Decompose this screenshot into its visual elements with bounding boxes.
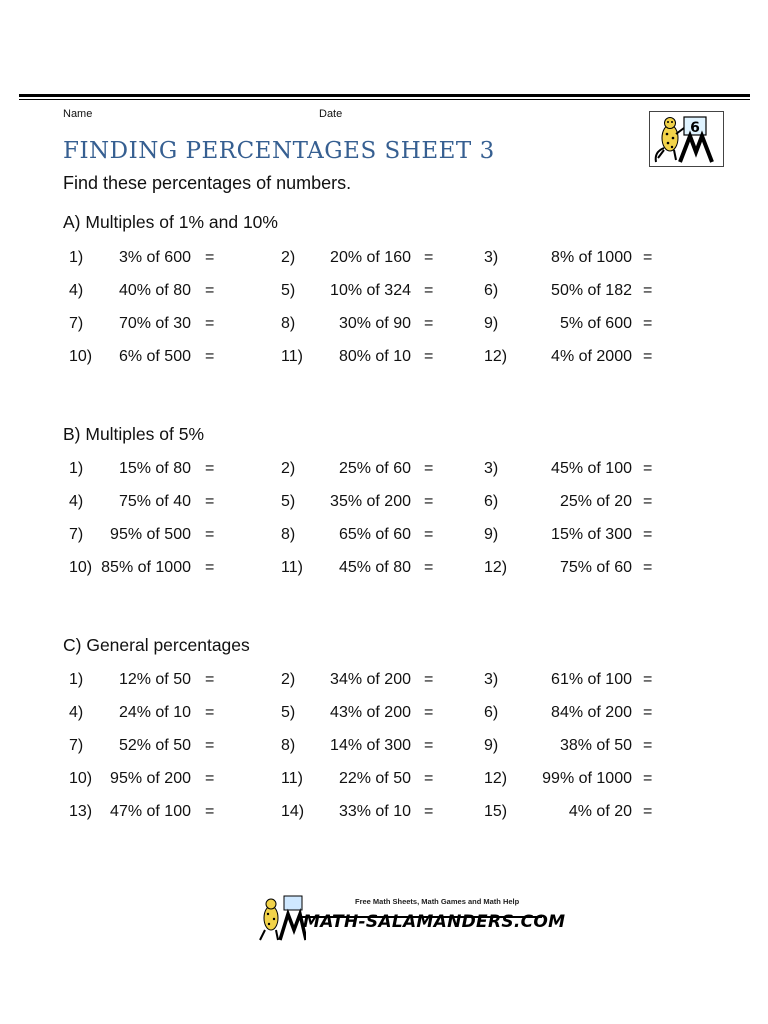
equals-sign: = <box>424 348 434 365</box>
problem-expression: 4% of 20 <box>568 803 632 820</box>
equals-sign: = <box>424 315 434 332</box>
equals-sign: = <box>205 348 215 365</box>
equals-sign: = <box>643 282 653 299</box>
problem-number: 7) <box>69 737 84 754</box>
problem-expression: 14% of 300 <box>330 737 411 754</box>
equals-sign: = <box>424 559 434 576</box>
header-rule-thick <box>19 94 750 97</box>
grade-number: 6 <box>690 120 700 136</box>
problem-number: 4) <box>69 493 84 510</box>
equals-sign: = <box>205 737 215 754</box>
section-heading-a: A) Multiples of 1% and 10% <box>63 212 278 232</box>
problem-number: 2) <box>281 671 296 688</box>
problem-expression: 22% of 50 <box>338 770 411 787</box>
equals-sign: = <box>643 348 653 365</box>
problem-expression: 84% of 200 <box>551 704 632 721</box>
equals-sign: = <box>424 526 434 543</box>
equals-sign: = <box>205 315 215 332</box>
problem-number: 8) <box>281 737 296 754</box>
problem-number: 6) <box>484 493 499 510</box>
problem-number: 6) <box>484 704 499 721</box>
section-heading-b: B) Multiples of 5% <box>63 424 205 444</box>
problem-number: 11) <box>281 770 303 787</box>
footer-site-name: MATH-SALAMANDERS.COM <box>303 912 566 932</box>
problem-number: 11) <box>281 348 303 365</box>
equals-sign: = <box>205 282 215 299</box>
equals-sign: = <box>643 315 653 332</box>
equals-sign: = <box>205 526 215 543</box>
problem-expression: 15% of 300 <box>551 526 632 543</box>
problem-number: 6) <box>484 282 499 299</box>
equals-sign: = <box>643 526 653 543</box>
problem-expression: 85% of 1000 <box>101 559 191 576</box>
equals-sign: = <box>643 671 653 688</box>
equals-sign: = <box>424 803 434 820</box>
equals-sign: = <box>205 671 215 688</box>
name-label: Name <box>63 108 93 120</box>
equals-sign: = <box>643 770 653 787</box>
problem-number: 15) <box>484 803 508 820</box>
equals-sign: = <box>643 493 653 510</box>
problem-expression: 50% of 182 <box>551 282 632 299</box>
problem-expression: 6% of 500 <box>118 348 191 365</box>
problem-expression: 40% of 80 <box>118 282 191 299</box>
problem-number: 3) <box>484 460 499 477</box>
problem-expression: 38% of 50 <box>559 737 632 754</box>
problem-number: 10) <box>69 559 93 576</box>
problem-expression: 5% of 600 <box>559 315 632 332</box>
problem-expression: 75% of 60 <box>559 559 632 576</box>
problem-number: 8) <box>281 315 296 332</box>
equals-sign: = <box>205 803 215 820</box>
equals-sign: = <box>424 282 434 299</box>
date-label: Date <box>319 108 343 120</box>
problem-expression: 43% of 200 <box>330 704 411 721</box>
salamander-logo <box>649 111 724 167</box>
equals-sign: = <box>424 770 434 787</box>
footer-tagline: Free Math Sheets, Math Games and Math Help <box>355 897 520 906</box>
problem-expression: 35% of 200 <box>330 493 411 510</box>
problem-expression: 99% of 1000 <box>542 770 632 787</box>
problem-number: 12) <box>484 348 508 365</box>
equals-sign: = <box>205 770 215 787</box>
problem-number: 2) <box>281 460 296 477</box>
equals-sign: = <box>643 249 653 266</box>
problem-expression: 65% of 60 <box>338 526 411 543</box>
problem-expression: 8% of 1000 <box>551 249 632 266</box>
problem-number: 9) <box>484 526 499 543</box>
problem-number: 12) <box>484 770 508 787</box>
problem-number: 8) <box>281 526 296 543</box>
problem-expression: 15% of 80 <box>118 460 191 477</box>
problem-expression: 3% of 600 <box>118 249 191 266</box>
problem-number: 3) <box>484 249 499 266</box>
problem-expression: 20% of 160 <box>330 249 411 266</box>
problem-number: 1) <box>69 249 84 266</box>
equals-sign: = <box>424 460 434 477</box>
problem-number: 10) <box>69 348 93 365</box>
equals-sign: = <box>205 249 215 266</box>
problem-expression: 61% of 100 <box>551 671 632 688</box>
equals-sign: = <box>643 704 653 721</box>
problem-expression: 80% of 10 <box>338 348 411 365</box>
problem-expression: 33% of 10 <box>338 803 411 820</box>
equals-sign: = <box>205 493 215 510</box>
equals-sign: = <box>424 249 434 266</box>
problem-number: 3) <box>484 671 499 688</box>
equals-sign: = <box>424 704 434 721</box>
instructions: Find these percentages of numbers. <box>63 173 352 193</box>
problem-number: 12) <box>484 559 508 576</box>
problem-expression: 95% of 200 <box>110 770 191 787</box>
problem-number: 7) <box>69 526 84 543</box>
problem-number: 9) <box>484 737 499 754</box>
problem-expression: 52% of 50 <box>118 737 191 754</box>
problem-expression: 47% of 100 <box>110 803 191 820</box>
equals-sign: = <box>205 704 215 721</box>
problem-expression: 30% of 90 <box>338 315 411 332</box>
problem-expression: 10% of 324 <box>330 282 411 299</box>
problem-number: 1) <box>69 460 84 477</box>
problem-number: 7) <box>69 315 84 332</box>
equals-sign: = <box>643 460 653 477</box>
problem-number: 1) <box>69 671 84 688</box>
section-heading-c: C) General percentages <box>63 635 250 655</box>
problem-number: 2) <box>281 249 296 266</box>
page-title: FINDING PERCENTAGES SHEET 3 <box>63 138 495 164</box>
equals-sign: = <box>424 737 434 754</box>
problem-number: 14) <box>281 803 305 820</box>
equals-sign: = <box>643 803 653 820</box>
problem-expression: 4% of 2000 <box>551 348 632 365</box>
problem-expression: 24% of 10 <box>118 704 191 721</box>
equals-sign: = <box>424 671 434 688</box>
problem-number: 10) <box>69 770 93 787</box>
problem-number: 5) <box>281 704 296 721</box>
problem-number: 5) <box>281 282 296 299</box>
problem-expression: 95% of 500 <box>110 526 191 543</box>
problem-expression: 12% of 50 <box>118 671 191 688</box>
equals-sign: = <box>205 460 215 477</box>
problem-number: 13) <box>69 803 93 820</box>
problem-number: 4) <box>69 704 84 721</box>
equals-sign: = <box>643 559 653 576</box>
problem-expression: 75% of 40 <box>118 493 191 510</box>
problem-expression: 45% of 100 <box>551 460 632 477</box>
problem-expression: 70% of 30 <box>118 315 191 332</box>
equals-sign: = <box>424 493 434 510</box>
problem-number: 11) <box>281 559 303 576</box>
problem-expression: 25% of 20 <box>559 493 632 510</box>
header-rule-thin <box>19 99 750 100</box>
problem-number: 4) <box>69 282 84 299</box>
problem-expression: 34% of 200 <box>330 671 411 688</box>
problem-number: 9) <box>484 315 499 332</box>
problem-expression: 25% of 60 <box>338 460 411 477</box>
equals-sign: = <box>205 559 215 576</box>
problem-expression: 45% of 80 <box>338 559 411 576</box>
problem-number: 5) <box>281 493 296 510</box>
equals-sign: = <box>643 737 653 754</box>
